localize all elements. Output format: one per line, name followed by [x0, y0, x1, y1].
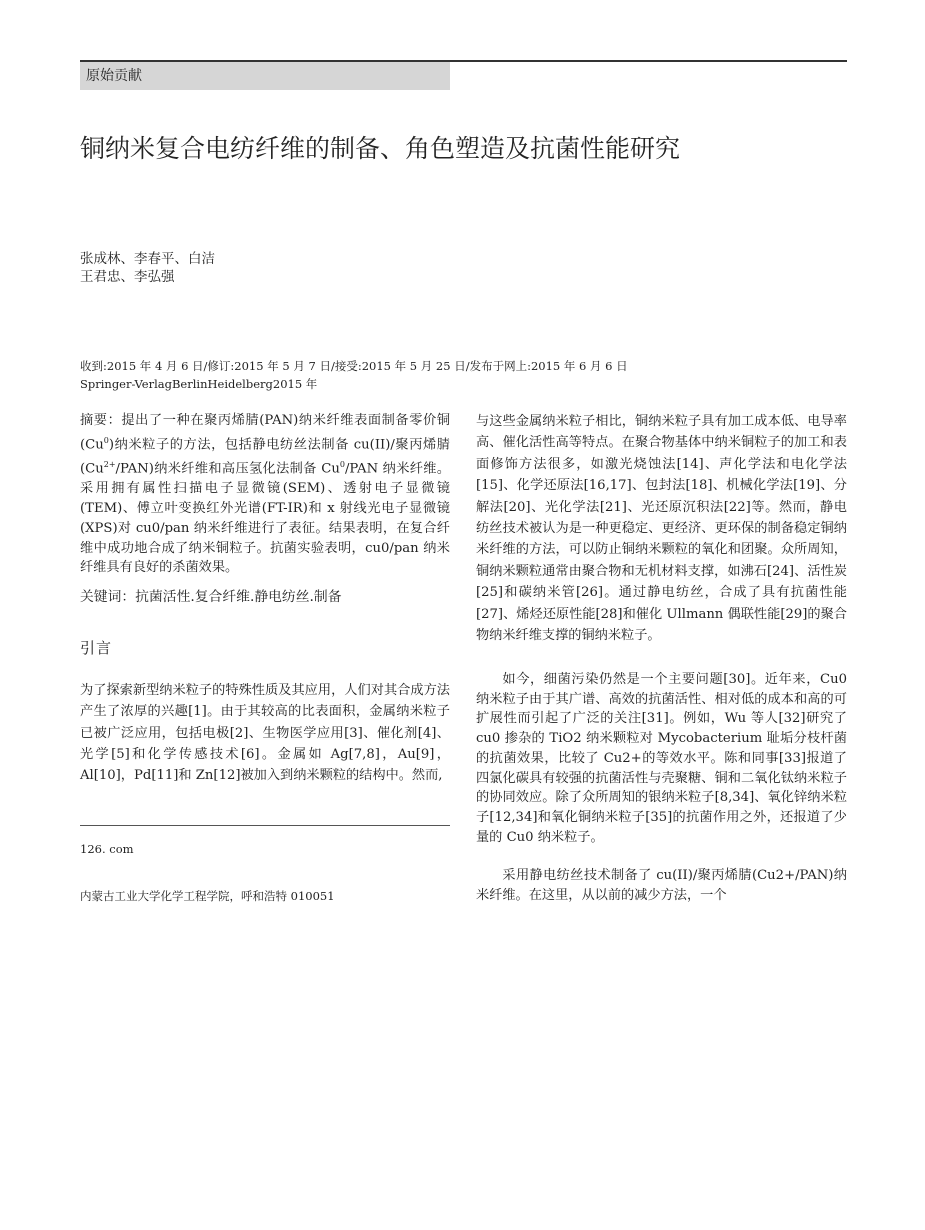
- footnote-email: 126. com: [80, 842, 134, 856]
- right-paragraph-3: 采用静电纺丝技术制备了 cu(II)/聚丙烯腈(Cu2+/PAN)纳米纤维。在这里，从以前的减少方法，一个: [476, 868, 847, 903]
- publication-history: [80, 357, 847, 393]
- right-paragraph-1: 与这些金属纳米粒子相比，铜纳米粒子具有加工成本低、电导率高、催化活性高等特点。在聚合物基体中纳米铜粒子的加工和表面修饰方法很多，如激光烧蚀法[14]、声化学法和电化学法[15]、化学还原法[16,17]、包封法[18]、机械化学法[19]、分解法[20]、光化学法[21]、光还原沉积法[22]等。然而，静电纺丝技术被认为是一种更稳定、更经济、更环保的制备稳定铜纳米纤维的方法，可以防止铜纳米颗粒的氧化和团聚。众所周知，铜纳米颗粒通常由聚合物和无机材料支撑，如沸石[24]、活性炭[25]和碳纳米管[26]。通过静电纺丝，合成了具有抗菌性能[27]、烯烃还原性能[28]和催化 Ullmann 偶联性能[29]的聚合物纳米纤维支撑的铜纳米粒子。: [476, 414, 847, 644]
- article-category: 原始贡献: [80, 62, 450, 90]
- section-heading-introduction: 引言: [80, 639, 113, 657]
- abstract-sup-1: 0: [103, 435, 109, 445]
- copyright-line: Springer-VerlagBerlinHeidelberg2015 年: [80, 377, 318, 391]
- dates-line: 收到:2015 年 4 月 6 日/修订:2015 年 5 月 7 日/接受:2015 年 5 月 25 日/发布于网上:2015 年 6 月 6 日: [80, 359, 628, 373]
- abstract-text-1: 摘要：提出了一种在聚丙烯腈(PAN)纳米纤维表面制备零价铜(Cu: [80, 413, 450, 453]
- abstract-sup-2: 2+: [103, 459, 116, 469]
- keywords: 关键词：抗菌活性.复合纤维.静电纺丝.制备: [80, 589, 342, 605]
- introduction-paragraph: 为了探索新型纳米粒子的特殊性质及其应用，人们对其合成方法产生了浓厚的兴趣[1]。由于其较高的比表面积，金属纳米粒子已被广泛应用，包括电极[2]、生物医学应用[3]、催化剂[4]、光学[5]和化学传感技术[6]。金属如 Ag[7,8]，Au[9]，Al[10]，Pd[11]和 Zn[12]被加入到纳米颗粒的结构中。然而,: [80, 683, 450, 784]
- authors-line-1: 张成林、李春平、白洁: [80, 251, 215, 267]
- abstract-text-3: /PAN)纳米纤维和高压氢化法制备 Cu: [115, 461, 340, 477]
- right-paragraph-2: 如今，细菌污染仍然是一个主要问题[30]。近年来，Cu0 纳米粒子由于其广谱、高效的抗菌活性、相对低的成本和高的可扩展性而引起了广泛的关注[31]。例如，Wu 等人[32]研究了 cu0 掺杂的 TiO2 纳米颗粒对 Mycobacterium 耻垢分枝杆菌的抗菌效果，比较了 Cu2+的等效水平。陈和同事[33]报道了四氯化碳具有较强的抗菌活性与壳聚糖、铜和二氧化钛纳米粒子的协同效应。除了众所周知的银纳米粒子[8,34]、氧化锌纳米粒子[12,34]和氧化铜纳米粒子[35]的抗菌作用之外，还报道了少量的 Cu0 纳米粒子。: [476, 672, 847, 845]
- footnote-rule: [80, 825, 450, 826]
- article-title: 铜纳米复合电纺纤维的制备、角色塑造及抗菌性能研究: [80, 134, 681, 163]
- abstract-sup-3: 0: [339, 459, 345, 469]
- authors-line-2: 王君忠、李弘强: [80, 269, 175, 285]
- footnote-affiliation: 内蒙古工业大学化学工程学院，呼和浩特 010051: [80, 889, 335, 903]
- abstract-text-2: )纳米粒子的方法，包括静电纺丝法制备 cu(II)/聚丙烯腈(Cu: [80, 437, 450, 477]
- abstract: [80, 411, 450, 578]
- author-list: [80, 250, 215, 286]
- abstract-text-4: /PAN 纳米纤维。采用拥有属性扫描电子显微镜(SEM)、透射电子显微镜(TEM)、傅立叶变换红外光谱(FT-IR)和 x 射线光电子显微镜(XPS)对 cu0/pan 纳米纤维进行了表征。结果表明，在复合纤维中成功地合成了纳米铜粒子。抗菌实验表明，cu0/pan 纳米纤维具有良好的杀菌效果。: [80, 461, 451, 576]
